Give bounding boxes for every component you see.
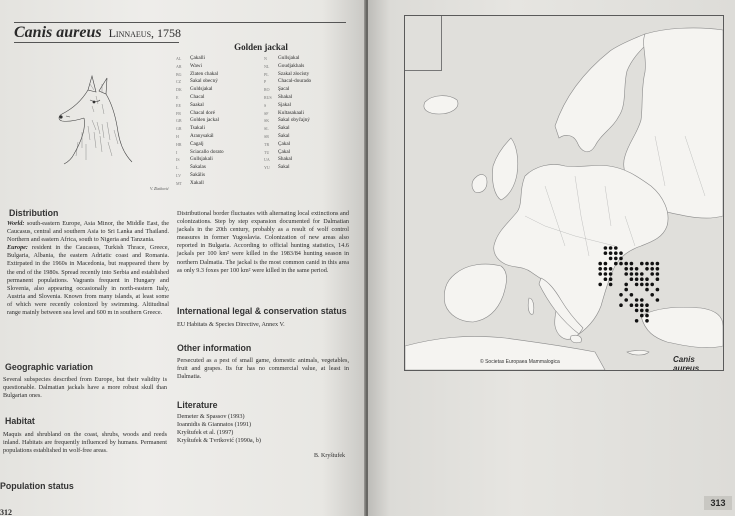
vernacular-name xyxy=(278,180,348,188)
vernacular-name: Szakal złocisty xyxy=(278,70,310,77)
language-code: N xyxy=(264,56,267,61)
vernacular-name: Gullsjakal xyxy=(278,55,300,61)
other-information-text: Persecuted as a pest of small game, domestic animals, vegetables, fruit and grapes. Its fur has no commercial value, at least in Dalmatia. xyxy=(177,357,349,381)
vernacular-name: Şacal xyxy=(278,86,290,93)
language-code: E xyxy=(176,94,179,100)
name-row xyxy=(264,63,348,71)
vernacular-name: Čagalj xyxy=(190,140,204,147)
language-code: AL xyxy=(176,56,182,61)
name-row xyxy=(176,55,260,63)
map-copyright: © Societas Europaea Mammalogica xyxy=(480,359,560,365)
name-row xyxy=(264,156,348,164)
occurrence-dot xyxy=(604,277,608,281)
occurrence-dot xyxy=(624,283,628,287)
occurrence-dot xyxy=(609,283,613,287)
language-code: AR xyxy=(176,63,182,69)
name-row xyxy=(176,164,260,172)
literature-list xyxy=(177,413,349,445)
occurrence-dot xyxy=(630,267,634,271)
vernacular-name: Guldsjakal xyxy=(190,86,213,93)
name-row xyxy=(176,172,260,180)
other-information-heading: Other information xyxy=(177,343,252,353)
occurrence-dot xyxy=(635,309,639,313)
vernacular-name xyxy=(278,172,348,180)
title-rule xyxy=(14,22,346,23)
habitat-text: Maquis and shrubland on the coast, shrubs, woods and reeds inland. Habitats are frequently influenced by humans. Permanent populations established in wolf-free areas. xyxy=(3,431,167,455)
occurrence-dot xyxy=(630,303,634,307)
occurrence-dot xyxy=(650,293,654,297)
population-status-heading: Population status xyxy=(0,481,74,491)
name-row xyxy=(176,86,260,94)
name-row xyxy=(264,172,348,180)
language-code: HR xyxy=(176,141,182,147)
occurrence-dot xyxy=(619,257,623,261)
distribution-continued-text: Distributional border fluctuates with alternating local extinctions and colonizations. Step by step expansion documented for Dalmatian jackals in the 20th century, probably as a result of wolf control measures in former Yugoslavia. Colonization of new areas also reported in Bulgaria. According to official hunting statistics, 14.6 jackals per 100 km² were killed in the 1983/84 hunting season in northern Dalmatia. The jackal is the most common canid in this area as only 9.3 foxes per 100 km² were killed in the same period. xyxy=(177,210,349,274)
name-row xyxy=(176,71,260,79)
language-code: BG xyxy=(176,71,182,77)
left-page xyxy=(0,0,366,516)
name-row xyxy=(176,133,260,141)
jackal-illustration xyxy=(52,70,142,165)
occurrence-dot xyxy=(640,262,644,266)
literature-item: Kryštufek & Tvrtković (1990a, b) xyxy=(177,437,261,445)
occurrence-dot xyxy=(624,298,628,302)
name-row xyxy=(176,102,260,110)
occurrence-dot xyxy=(619,293,623,297)
language-code: SK xyxy=(264,118,270,124)
legal-status-heading: International legal & conservation status xyxy=(177,306,347,316)
occurrence-dot xyxy=(656,277,660,281)
name-row xyxy=(264,133,348,141)
language-code: DK xyxy=(176,87,182,93)
occurrence-dot xyxy=(624,267,628,271)
name-row xyxy=(264,164,348,172)
name-row xyxy=(264,55,348,63)
language-code: UA xyxy=(264,157,270,163)
habitat-heading: Habitat xyxy=(5,416,35,426)
name-row xyxy=(264,125,348,133)
language-code: L xyxy=(176,165,179,171)
language-code: EE xyxy=(176,102,181,108)
occurrence-dot xyxy=(619,251,623,255)
vernacular-name: Aranysakál xyxy=(190,132,214,139)
language-code: NL xyxy=(264,63,270,69)
occurrence-dot xyxy=(645,303,649,307)
europe-label: Europe: xyxy=(7,244,28,252)
name-row xyxy=(176,141,260,149)
occurrence-dot xyxy=(619,303,623,307)
language-code: I xyxy=(176,149,178,155)
occurrence-dot xyxy=(645,262,649,266)
occurrence-dot xyxy=(635,303,639,307)
occurrence-dot xyxy=(640,283,644,287)
literature-item: Ioannidis & Giannatos (1991) xyxy=(177,421,252,429)
vernacular-name: Çakalli xyxy=(190,55,205,61)
vernacular-name: Çakal xyxy=(278,148,291,155)
species-name: Canis aureus xyxy=(14,24,102,41)
vernacular-name: Chacal doré xyxy=(190,109,215,116)
vernacular-name: Tsakali xyxy=(190,125,205,132)
occurrence-dot xyxy=(640,303,644,307)
vernacular-name: Çakal xyxy=(278,140,291,147)
occurrence-dot xyxy=(630,293,634,297)
vernacular-name: Chacal-dourado xyxy=(278,78,312,85)
language-code: MT xyxy=(176,180,182,186)
occurrence-dot xyxy=(635,319,639,323)
occurrence-dot xyxy=(640,309,644,313)
occurrence-dot xyxy=(640,314,644,318)
occurrence-dot xyxy=(630,262,634,266)
map-inset-box xyxy=(405,16,442,71)
name-row xyxy=(264,102,348,110)
occurrence-dot xyxy=(635,298,639,302)
occurrence-dot xyxy=(645,277,649,281)
occurrence-dot xyxy=(656,262,660,266)
vernacular-name: Gullsjakali xyxy=(190,156,213,163)
occurrence-dot xyxy=(656,267,660,271)
page-number-right: 313 xyxy=(704,496,732,510)
literature-heading: Literature xyxy=(177,400,218,410)
vernacular-name: Šakal xyxy=(278,132,290,139)
occurrence-dot xyxy=(598,283,602,287)
literature-item: Kryštufek et al. (1997) xyxy=(177,429,234,437)
name-row xyxy=(176,110,260,118)
geographic-variation-heading: Geographic variation xyxy=(5,362,93,372)
occurrence-dot xyxy=(656,298,660,302)
vernacular-name: Shakal xyxy=(278,156,293,163)
language-code: TR xyxy=(264,141,270,147)
language-code: P xyxy=(264,79,267,85)
distribution-heading: Distribution xyxy=(9,208,59,218)
name-row xyxy=(264,117,348,125)
illustration-credit: V. Zlatković xyxy=(150,186,169,191)
language-code xyxy=(264,172,278,180)
occurrence-dot xyxy=(640,298,644,302)
title-underline xyxy=(14,42,179,43)
language-code: LV xyxy=(176,172,181,178)
name-row xyxy=(264,141,348,149)
occurrence-dot xyxy=(624,288,628,292)
names-column-left xyxy=(176,55,260,188)
occurrence-dot xyxy=(614,257,618,261)
occurrence-dot xyxy=(650,262,654,266)
vernacular-name: Xakall xyxy=(190,179,204,186)
legal-status-text: EU Habitats & Species Directive, Annex V. xyxy=(177,321,285,328)
occurrence-dot xyxy=(609,267,613,271)
occurrence-dot xyxy=(609,257,613,261)
language-code: SF xyxy=(264,110,269,116)
occurrence-dot xyxy=(640,277,644,281)
occurrence-dot xyxy=(614,251,618,255)
europe-map xyxy=(405,16,723,370)
occurrence-dot xyxy=(630,277,634,281)
language-code: S xyxy=(264,102,267,108)
occurrence-dot xyxy=(645,319,649,323)
author-signature: B. Kryštufek xyxy=(314,453,345,459)
vernacular-name: Goudjakhals xyxy=(278,62,305,69)
vernacular-name: Šakal xyxy=(278,164,290,171)
occurrence-dot xyxy=(609,251,613,255)
occurrence-dot xyxy=(635,277,639,281)
language-code: GB xyxy=(176,118,182,124)
occurrence-dot xyxy=(650,267,654,271)
occurrence-dot xyxy=(630,272,634,276)
occurrence-dot xyxy=(624,272,628,276)
occurrence-dot xyxy=(635,283,639,287)
language-code: CZ xyxy=(176,79,182,85)
name-row xyxy=(264,94,348,102)
world-label: World: xyxy=(7,220,25,227)
vernacular-name: Kultasakaali xyxy=(278,109,304,116)
vernacular-name: Šakālis xyxy=(190,171,205,178)
vernacular-name: Chacal xyxy=(190,93,205,100)
name-row xyxy=(264,110,348,118)
names-table-title: Golden jackal xyxy=(234,42,288,52)
occurrence-dot xyxy=(604,246,608,250)
names-column-right xyxy=(264,55,348,188)
language-code: IS xyxy=(176,157,180,163)
occurrence-dot xyxy=(604,272,608,276)
vernacular-name: Šakal obyčajný xyxy=(278,117,310,124)
occurrence-dot xyxy=(604,262,608,266)
vernacular-name: Golden jackal xyxy=(190,117,219,124)
name-row xyxy=(176,180,260,188)
name-row xyxy=(264,149,348,157)
occurrence-dot xyxy=(609,277,613,281)
language-code: RUS xyxy=(264,94,272,100)
vernacular-name: Zlaten chakal xyxy=(190,70,219,77)
occurrence-dot xyxy=(645,288,649,292)
europe-text: resident in the Caucasus, Turkish Thrace, Greece, Bulgaria, Albania, the eastern Adriatic coast and Romania. Extirpated in the 1960s in Macedonia, but reappeared there by the end of the 1980s. Spread recently into Serbia and established permanent populations. Vagrants frequent in Hungary and Slovenia, also appearing occasionally in north-eastern Italy, Austria and Slovenia. Known from many islands, at least some of which were recently colonized by swimming. Altitudinal range mainly between sea level and 600 m in southern Greece. xyxy=(7,244,169,317)
species-title xyxy=(14,24,181,42)
occurrence-dot xyxy=(645,309,649,313)
name-row xyxy=(264,71,348,79)
name-row xyxy=(176,63,260,71)
occurrence-dot xyxy=(609,246,613,250)
occurrence-dot xyxy=(598,262,602,266)
vernacular-name: Šakal xyxy=(278,125,290,132)
occurrence-dot xyxy=(619,262,623,266)
vernacular-name: Šaakal xyxy=(190,101,204,108)
vernacular-name: Sciacallo dorato xyxy=(190,148,224,155)
language-code xyxy=(264,180,278,188)
occurrence-dot xyxy=(598,272,602,276)
language-code: PL xyxy=(264,71,269,77)
vernacular-name: Šakal obecný xyxy=(190,78,218,85)
world-text: south-eastern Europe, Asia Minor, the Middle East, the Caucasus, central and southern Asia to Sri Lanka and Thailand. Northern and eastern Africa, south to Nigeria and Tanzania. xyxy=(7,220,169,244)
vernacular-name: Sjakal xyxy=(278,101,291,108)
name-row xyxy=(176,156,260,164)
name-row xyxy=(264,180,348,188)
occurrence-dot xyxy=(635,267,639,271)
occurrence-dot xyxy=(645,283,649,287)
page-number-left: 312 xyxy=(0,508,12,516)
occurrence-dot xyxy=(650,283,654,287)
species-authority: Linnaeus, 1758 xyxy=(108,26,182,40)
occurrence-dot xyxy=(645,267,649,271)
name-row xyxy=(176,125,260,133)
vernacular-names-table xyxy=(176,42,346,192)
name-row xyxy=(264,78,348,86)
distribution-text xyxy=(7,220,169,317)
name-row xyxy=(176,117,260,125)
occurrence-dot xyxy=(609,272,613,276)
language-code: YU xyxy=(264,165,270,171)
occurrence-dot xyxy=(645,314,649,318)
occurrence-dot xyxy=(656,272,660,276)
vernacular-name: Šakalas xyxy=(190,164,206,171)
name-row xyxy=(176,78,260,86)
language-code: H xyxy=(176,133,179,139)
language-code: GR xyxy=(176,126,182,132)
geographic-variation-text: Several subspecies described from Europe, but their validity is questionable. Dalmatian jackals have a more robust skull than Bulgarian ones. xyxy=(3,376,167,400)
occurrence-dot xyxy=(635,272,639,276)
language-code: FR xyxy=(176,110,181,116)
occurrence-dot xyxy=(650,272,654,276)
occurrence-dot xyxy=(598,267,602,271)
occurrence-dot xyxy=(656,288,660,292)
name-row xyxy=(176,94,260,102)
vernacular-name: Wawi xyxy=(190,62,202,69)
name-row xyxy=(264,86,348,94)
language-code: TU xyxy=(264,149,270,155)
literature-item: Demeter & Spassov (1993) xyxy=(177,413,245,420)
occurrence-dot xyxy=(604,251,608,255)
language-code: SL xyxy=(264,126,269,132)
name-row xyxy=(176,149,260,157)
occurrence-dot xyxy=(624,262,628,266)
occurrence-dot xyxy=(614,246,618,250)
occurrence-dot xyxy=(640,272,644,276)
language-code: SR xyxy=(264,133,269,139)
occurrence-dot xyxy=(604,267,608,271)
occurrence-dot xyxy=(614,262,618,266)
distribution-map xyxy=(404,15,724,371)
vernacular-name: Shakal xyxy=(278,93,293,100)
map-species-label: Canis aureus xyxy=(673,355,700,371)
language-code: RO xyxy=(264,87,270,93)
